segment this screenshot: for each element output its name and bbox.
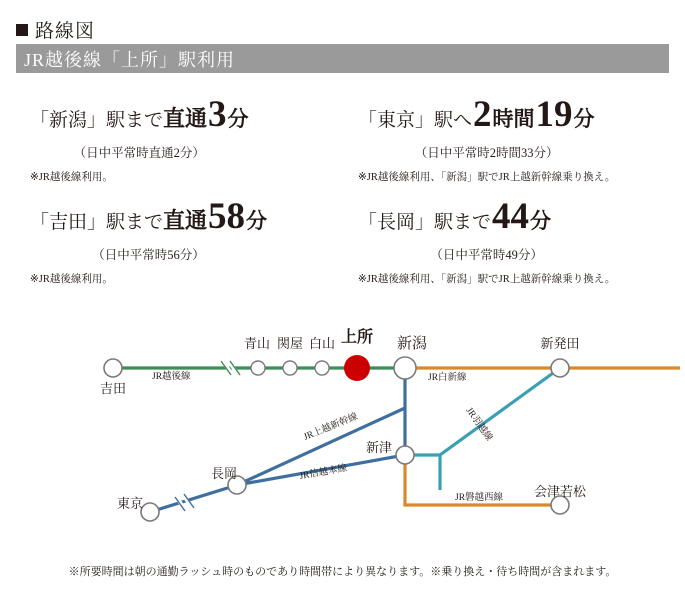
line-label-jr-banetsu-west: JR磐越西線 (455, 493, 504, 503)
station-label-nagaoka: 長岡 (210, 466, 237, 481)
route-note: （日中平常時49分） (430, 248, 543, 262)
line-jr-uetsu (440, 368, 560, 490)
station-label-tokyo: 東京 (116, 496, 143, 511)
diagram-footnote: ※所要時間は朝の通勤ラッシュ時のものであり時間帯により異なります。※乗り換え・待ち時間が含まれます。 (68, 566, 617, 578)
station-label-aoyama: 青山 (243, 336, 271, 351)
section-band-label: JR越後線「上所」駅利用 (24, 49, 236, 70)
route-value: 3 (208, 94, 227, 135)
station-marker-niitsu[interactable] (396, 446, 414, 464)
station-marker-hakusan[interactable] (315, 361, 329, 375)
route-note: （日中平常時2時間33分） (414, 146, 559, 160)
route-unit: 分 (530, 209, 552, 233)
route-times (0, 88, 685, 298)
line-label-jr-hakushin: JR白新線 (428, 373, 467, 383)
route-map-diagram (0, 300, 685, 555)
route-prefix: 「新潟」駅まで (30, 110, 164, 131)
route-line (358, 96, 615, 133)
route-footnote: ※JR越後線利用。 (30, 172, 113, 183)
route-block-tokyo (358, 96, 615, 184)
route-block-yoshida (30, 198, 267, 286)
station-label-shibata: 新発田 (540, 336, 580, 351)
route-note: （日中平常時直通2分） (73, 146, 205, 160)
route-value: 58 (208, 196, 246, 237)
page-title (16, 16, 95, 43)
route-footnote: ※JR越後線利用。 (30, 274, 113, 285)
route-line (30, 96, 249, 133)
line-jr-joetsu-shinkansen (150, 408, 405, 512)
route-prefix: 「吉田」駅まで (30, 212, 164, 233)
page-title-label: 路線図 (35, 21, 96, 42)
route-emphasis: 直通 (163, 208, 208, 233)
route-unit: 時間 (492, 107, 535, 131)
station-label-niitsu: 新津 (365, 440, 392, 455)
route-footnote: ※JR越後線利用、「新潟」駅でJR上越新幹線乗り換え。 (358, 274, 616, 285)
station-marker-aoyama[interactable] (251, 361, 265, 375)
station-label-sekiya: 関屋 (276, 336, 304, 351)
route-block-nagaoka (358, 198, 615, 286)
route-line (30, 198, 267, 235)
line-label-jr-echigo: JR越後線 (152, 372, 191, 382)
station-label-hakusan: 白山 (308, 336, 336, 351)
route-value: 2 (473, 94, 492, 135)
line-label-jr-joetsu-shinkansen: JR上越新幹線 (302, 411, 360, 443)
route-block-niigata (30, 96, 249, 184)
station-label-aizuwakamatsu: 会津若松 (533, 484, 587, 499)
station-label-yoshida: 吉田 (99, 381, 127, 396)
station-marker-yoshida[interactable] (104, 359, 122, 377)
square-marker-icon (16, 24, 28, 36)
route-value-2: 19 (535, 94, 573, 135)
route-note: （日中平常時56分） (92, 248, 205, 262)
route-value: 44 (492, 196, 530, 237)
route-prefix: 「東京」駅へ (358, 110, 473, 131)
line-label-jr-shinetsu: JR信越本線 (298, 463, 348, 482)
route-prefix: 「長岡」駅まで (358, 212, 492, 233)
route-unit: 分 (227, 107, 249, 131)
station-marker-shibata[interactable] (551, 359, 569, 377)
station-marker-niigata[interactable] (394, 357, 416, 379)
station-label-niigata: 新潟 (396, 336, 428, 352)
station-marker-kamitokoro[interactable] (344, 355, 370, 381)
route-unit: 分 (246, 209, 268, 233)
station-label-kamitokoro: 上所 (340, 329, 374, 346)
route-emphasis: 直通 (163, 106, 208, 131)
route-line (358, 198, 615, 235)
section-band (16, 44, 669, 73)
station-marker-sekiya[interactable] (283, 361, 297, 375)
station-marker-tokyo[interactable] (141, 503, 159, 521)
route-footnote: ※JR越後線利用、「新潟」駅でJR上越新幹線乗り換え。 (358, 172, 616, 183)
route-unit-2: 分 (573, 107, 595, 131)
line-label-jr-uetsu: JR羽越線 (463, 405, 494, 444)
